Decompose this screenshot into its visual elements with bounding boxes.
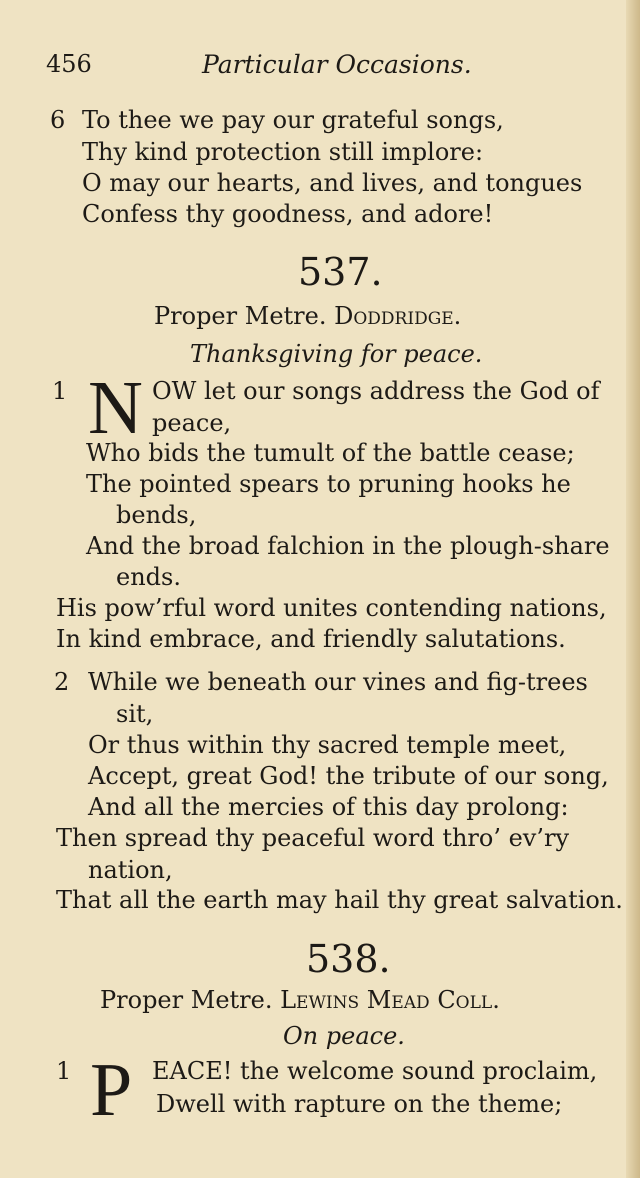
- stanza-number: 6: [50, 106, 66, 134]
- stanza-number: 1: [56, 1057, 72, 1085]
- verse-line: Who bids the tumult of the battle cease;: [86, 439, 575, 467]
- verse-line: Confess thy goodness, and adore!: [82, 200, 494, 228]
- verse-line: While we beneath our vines and fig-trees: [88, 668, 588, 696]
- metre: Proper Metre.: [154, 302, 327, 330]
- stanza-number: 2: [54, 668, 70, 696]
- verse-line: Then spread thy peaceful word thro’ ev’ry: [56, 824, 570, 852]
- page-number: 456: [46, 50, 92, 78]
- verse-line: In kind embrace, and friendly salutations.: [56, 625, 566, 653]
- hymn-metre-line: [154, 302, 461, 330]
- hymn-number: 538.: [306, 937, 391, 981]
- verse-line: O may our hearts, and lives, and tongues: [82, 169, 583, 197]
- verse-line: peace,: [152, 409, 232, 437]
- verse-line: And all the mercies of this day prolong:: [88, 793, 569, 821]
- verse-line: The pointed spears to pruning hooks he: [86, 470, 571, 498]
- drop-cap: N: [88, 366, 143, 450]
- verse-line: His pow’rful word unites contending nations,: [56, 594, 607, 622]
- verse-line: ends.: [116, 563, 181, 591]
- verse-line: To thee we pay our grateful songs,: [82, 106, 504, 134]
- verse-line: sit,: [116, 700, 154, 728]
- drop-cap: P: [90, 1048, 133, 1132]
- verse-line: Dwell with rapture on the theme;: [156, 1090, 563, 1118]
- verse-line: bends,: [116, 501, 197, 529]
- verse-line: And the broad falchion in the plough-share: [86, 532, 610, 560]
- running-title: Particular Occasions.: [202, 50, 472, 79]
- verse-line: Accept, great God! the tribute of our song,: [88, 762, 609, 790]
- hymn-number: 537.: [298, 250, 383, 294]
- verse-line: OW let our songs address the God of: [152, 377, 600, 405]
- hymn-occasion: Thanksgiving for peace.: [190, 340, 483, 368]
- hymn-metre-line: [100, 986, 500, 1014]
- verse-line: nation,: [88, 856, 173, 884]
- verse-line: Thy kind protection still implore:: [82, 138, 484, 166]
- hymn-occasion: On peace.: [283, 1022, 405, 1050]
- verse-line: That all the earth may hail thy great salvation.: [56, 886, 623, 914]
- verse-line: Or thus within thy sacred temple meet,: [88, 731, 567, 759]
- page-gutter: [626, 0, 640, 1178]
- author: Doddridge.: [334, 302, 462, 330]
- metre: Proper Metre.: [100, 986, 273, 1014]
- verse-line: EACE! the welcome sound proclaim,: [152, 1057, 598, 1085]
- source: Lewins Mead Coll.: [280, 986, 500, 1014]
- stanza-number: 1: [52, 377, 68, 405]
